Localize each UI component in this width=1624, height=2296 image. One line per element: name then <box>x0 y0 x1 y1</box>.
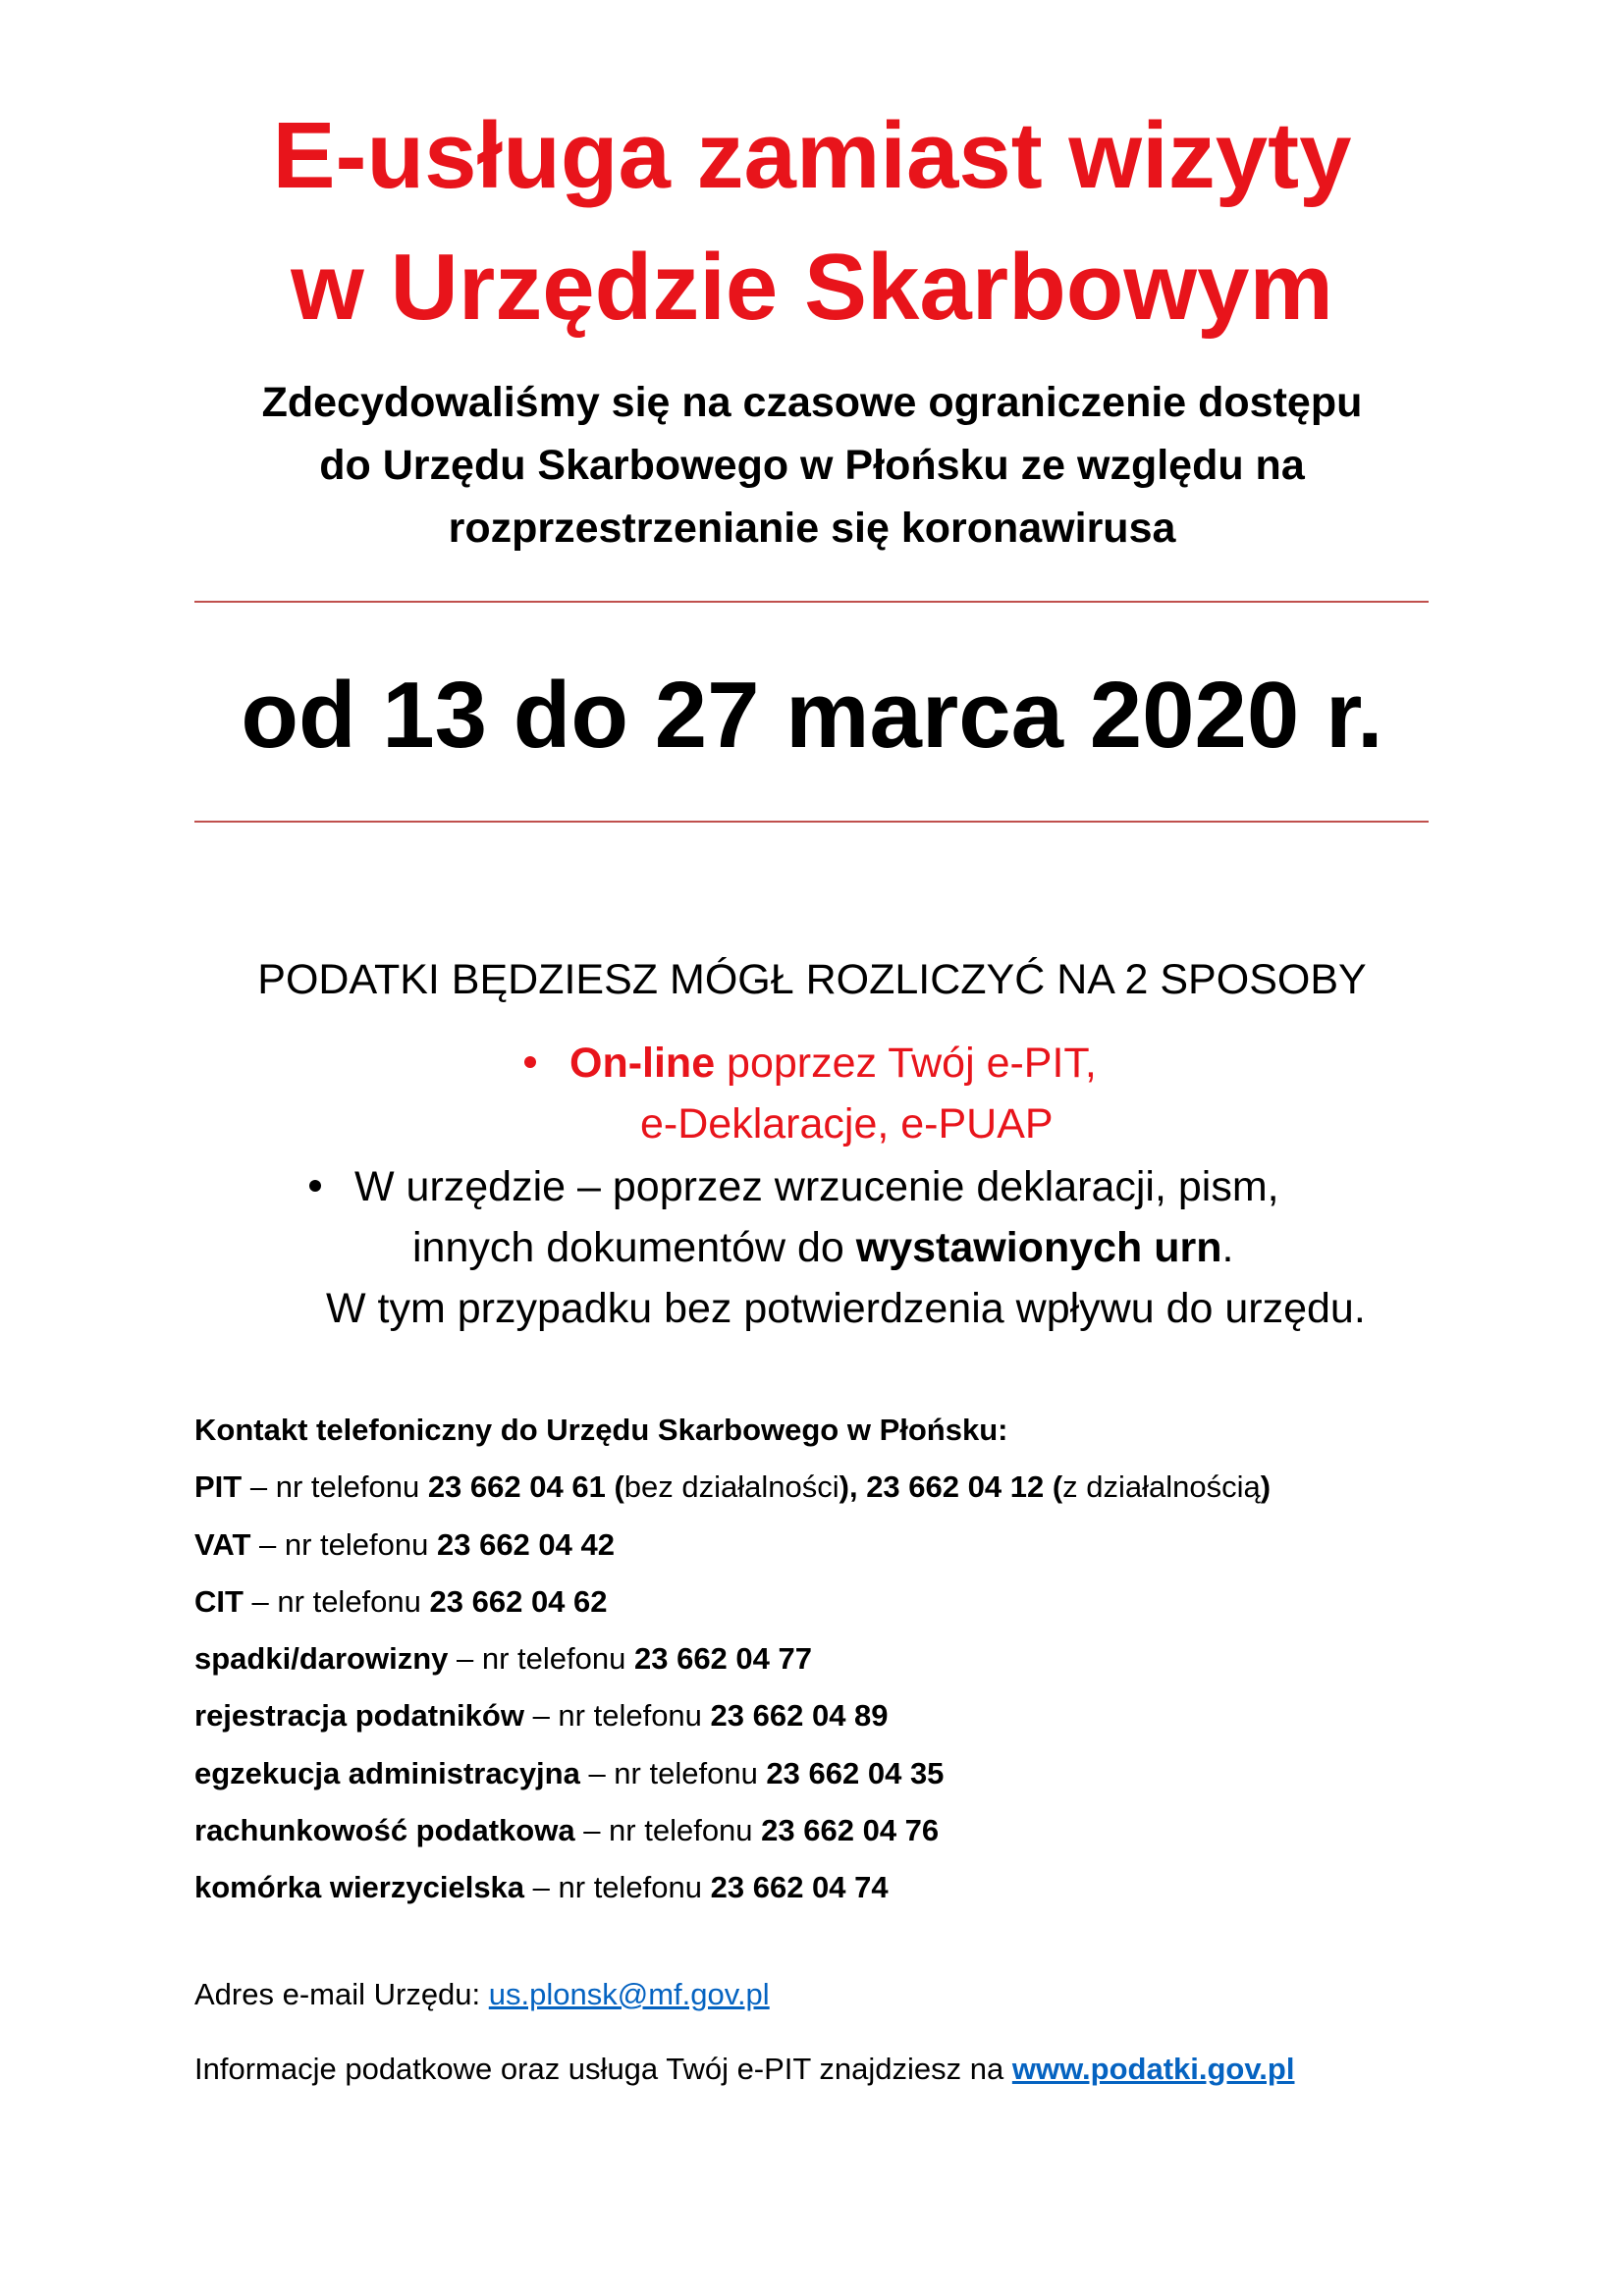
contact-sep: – nr telefonu <box>250 1526 437 1562</box>
contact-phone: 23 662 04 61 <box>427 1469 606 1505</box>
bullet-icon <box>309 1180 321 1192</box>
contact-phone: 23 662 04 76 <box>761 1813 940 1848</box>
email-link[interactable]: us.plonsk@mf.gov.pl <box>488 1977 770 2011</box>
contact-label: egzekucja administracyjna <box>194 1755 580 1790</box>
bullet-icon <box>524 1056 536 1068</box>
contact-phone: 23 662 04 42 <box>436 1526 615 1562</box>
divider-top <box>194 601 1429 603</box>
info-text: Informacje podatkowe oraz usługa Twój e-PIT znajdziesz na <box>194 2052 1012 2086</box>
paren-close: ), <box>839 1469 867 1505</box>
office-line-3: W tym przypadku bez potwierdzenia wpływu do urzędu. <box>326 1285 1366 1332</box>
contact-label: CIT <box>194 1583 244 1619</box>
contact-label: rachunkowość podatkowa <box>194 1813 575 1848</box>
contact-row <box>194 1745 1471 1802</box>
contact-sep: – nr telefonu <box>574 1813 762 1848</box>
contact-sep: – nr telefonu <box>524 1870 711 1905</box>
title-line-1: E-usługa zamiast wizyty <box>272 103 1352 208</box>
contact-phone: 23 662 04 62 <box>429 1583 608 1619</box>
contact-label: komórka wierzycielska <box>194 1870 525 1905</box>
date-range: od 13 do 27 marca 2020 r. <box>241 663 1383 768</box>
contact-sep: – nr telefonu <box>448 1641 634 1677</box>
contact-phone: 23 662 04 89 <box>710 1698 889 1734</box>
bullet-office <box>309 1156 1279 1217</box>
contact-label: spadki/darowizny <box>194 1641 449 1677</box>
website-link[interactable]: www.podatki.gov.pl <box>1011 2052 1295 2086</box>
contact-label: PIT <box>194 1469 243 1505</box>
office-line-1: W urzędzie – poprzez wrzucenie deklaracji, pism, <box>354 1163 1279 1210</box>
contact-phone: 23 662 04 77 <box>633 1641 812 1677</box>
contact-row <box>194 1630 1471 1687</box>
online-label: On-line <box>569 1040 716 1087</box>
info-line <box>194 2050 1294 2089</box>
contact-sep: – nr telefonu <box>243 1583 430 1619</box>
contact-phone: 23 662 04 12 <box>866 1469 1045 1505</box>
paren-open: ( <box>1044 1469 1063 1505</box>
subtitle-line-1: Zdecydowaliśmy się na czasowe ograniczenie dostępu <box>261 379 1363 426</box>
office-line-2-text: innych dokumentów do <box>412 1224 856 1271</box>
contact-row-pit <box>194 1459 1471 1516</box>
contact-sep: – nr telefonu <box>579 1755 767 1790</box>
email-line <box>194 1975 770 2014</box>
contacts-heading: Kontakt telefoniczny do Urzędu Skarbowego w Płońsku: <box>194 1413 1008 1447</box>
ways-heading: PODATKI BĘDZIESZ MÓGŁ ROZLICZYĆ NA 2 SPOSOBY <box>257 956 1367 1003</box>
contact-note: z działalnością <box>1062 1469 1261 1505</box>
title-line-2: w Urzędzie Skarbowym <box>291 235 1333 340</box>
contact-row <box>194 1859 1471 1916</box>
paren-open: ( <box>605 1469 624 1505</box>
contact-phone: 23 662 04 74 <box>710 1870 889 1905</box>
subtitle-line-2: do Urzędu Skarbowego w Płońsku ze względu na <box>319 442 1305 489</box>
office-line-2-end: . <box>1221 1224 1234 1271</box>
contact-sep: – nr telefonu <box>523 1698 711 1734</box>
contact-row <box>194 1517 1471 1574</box>
paren-close: ) <box>1260 1469 1272 1505</box>
contact-note: bez działalności <box>623 1469 839 1505</box>
email-label: Adres e-mail Urzędu: <box>194 1977 489 2011</box>
subtitle-line-3: rozprzestrzenianie się koronawirusa <box>448 505 1176 552</box>
online-text: poprzez Twój e-PIT, <box>715 1040 1097 1087</box>
contact-row <box>194 1687 1471 1744</box>
bullet-online <box>524 1033 1097 1094</box>
contact-phone: 23 662 04 35 <box>766 1755 945 1790</box>
contact-label: rejestracja podatników <box>194 1698 524 1734</box>
contact-sep: – nr telefonu <box>242 1469 428 1505</box>
contact-label: VAT <box>194 1526 251 1562</box>
office-line-2 <box>412 1217 1233 1278</box>
office-urns: wystawionych urn <box>855 1224 1222 1271</box>
divider-bottom <box>194 821 1429 823</box>
online-line-2: e-Deklaracje, e-PUAP <box>640 1100 1054 1148</box>
contact-row <box>194 1802 1471 1859</box>
contacts-section <box>194 1402 1471 1917</box>
contact-row <box>194 1574 1471 1630</box>
